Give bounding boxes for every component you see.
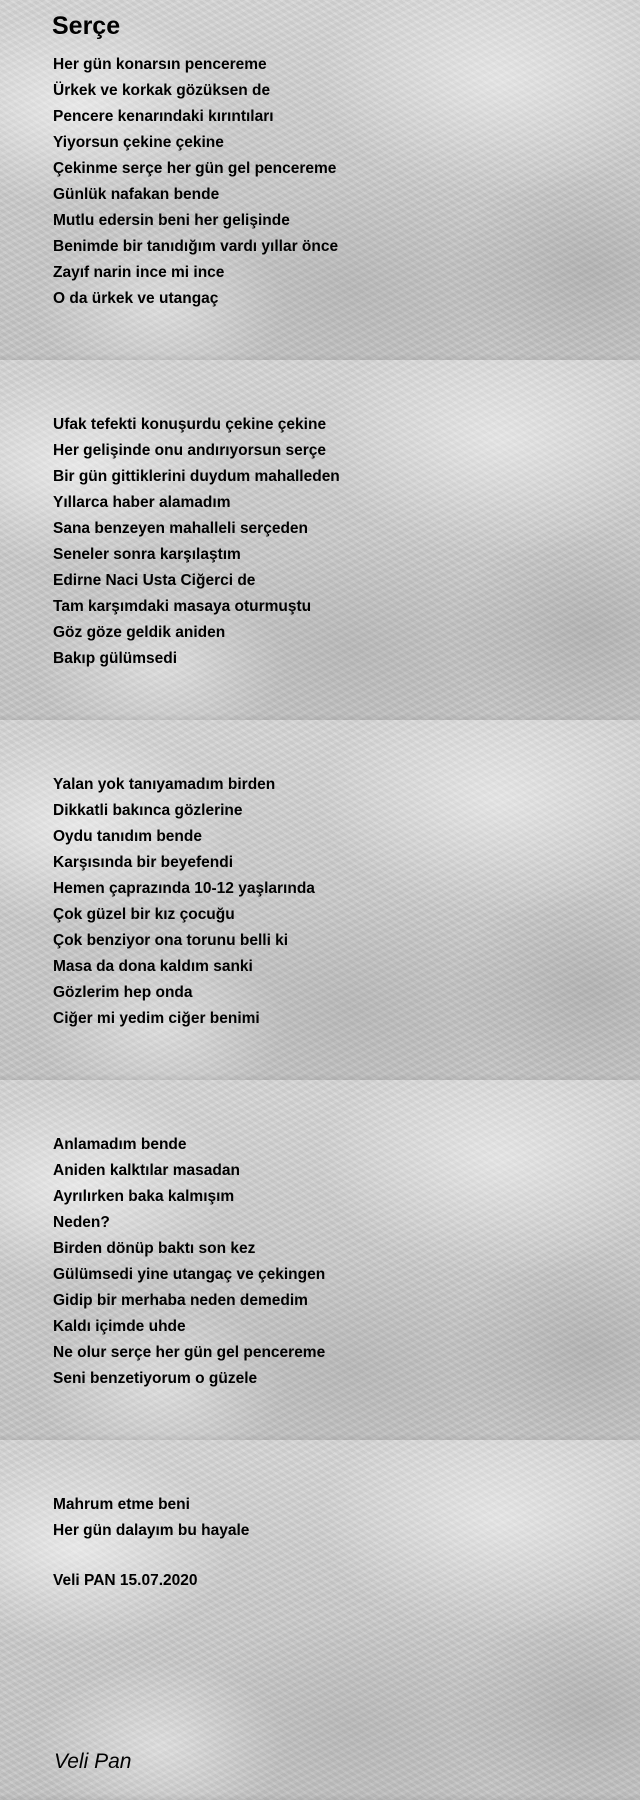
poem-panel-4: [0, 1080, 640, 1440]
poem-line: Bakıp gülümsedi: [53, 650, 178, 667]
poem-line: Anlamadım bende: [53, 1136, 187, 1153]
poem-line: Aniden kalktılar masadan: [53, 1162, 240, 1179]
stanza-1: [53, 52, 338, 312]
poem-panel-3: [0, 720, 640, 1080]
poem-line: Çekinme serçe her gün gel pencereme: [53, 160, 337, 177]
poem-line: Çok güzel bir kız çocuğu: [53, 906, 235, 923]
poem-line: Günlük nafakan bende: [53, 186, 220, 203]
poem-line: Yiyorsun çekine çekine: [53, 134, 224, 151]
stanza-3: [53, 772, 315, 1032]
poem-line: Karşısında bir beyefendi: [53, 854, 234, 871]
poem-line: Gidip bir merhaba neden demedim: [53, 1292, 308, 1309]
poem-line: Ürkek ve korkak gözüksen de: [53, 82, 271, 99]
poem-line: Ayrılırken baka kalmışım: [53, 1188, 235, 1205]
poem-line: Her gün konarsın pencereme: [53, 56, 267, 73]
poem-line: Neden?: [53, 1214, 110, 1231]
poem-line: Mutlu edersin beni her gelişinde: [53, 212, 290, 229]
poem-line: Göz göze geldik aniden: [53, 624, 226, 641]
poem-line: Gülümsedi yine utangaç ve çekingen: [53, 1266, 326, 1283]
poem-line: Edirne Naci Usta Ciğerci de: [53, 572, 256, 589]
poem-line: Seni benzetiyorum o güzele: [53, 1370, 258, 1387]
poem-line: O da ürkek ve utangaç: [53, 290, 219, 307]
poem-line: Tam karşımdaki masaya oturmuştu: [53, 598, 312, 615]
stanza-2: [53, 412, 340, 672]
poem-line: Çok benziyor ona torunu belli ki: [53, 932, 289, 949]
poem-line: Yıllarca haber alamadım: [53, 494, 231, 511]
poem-line: Masa da dona kaldım sanki: [53, 958, 253, 975]
poem-line: Sana benzeyen mahalleli serçeden: [53, 520, 309, 537]
poem-line: Ufak tefekti konuşurdu çekine çekine: [53, 416, 327, 433]
poem-panel-5: [0, 1440, 640, 1800]
poem-line: Dikkatli bakınca gözlerine: [53, 802, 243, 819]
stanza-5: [53, 1492, 249, 1544]
poem-line: Her gün dalayım bu hayale: [53, 1522, 250, 1539]
poem-panel-2: [0, 360, 640, 720]
poem-line: Benimde bir tanıdığım vardı yıllar önce: [53, 238, 339, 255]
poem-title: Serçe: [52, 12, 121, 40]
poem-line: Kaldı içimde uhde: [53, 1318, 186, 1335]
poem-line: Seneler sonra karşılaştım: [53, 546, 241, 563]
author-name: Veli Pan: [54, 1750, 132, 1773]
poem-line: Oydu tanıdım bende: [53, 828, 202, 845]
poem-line: Ciğer mi yedim ciğer benimi: [53, 1010, 260, 1027]
poem-line: Ne olur serçe her gün gel pencereme: [53, 1344, 326, 1361]
poem-line: Mahrum etme beni: [53, 1496, 190, 1513]
poem-line: Pencere kenarındaki kırıntıları: [53, 108, 274, 125]
poem-line: Yalan yok tanıyamadım birden: [53, 776, 276, 793]
poem-line: Birden dönüp baktı son kez: [53, 1240, 256, 1257]
poem-line: Hemen çaprazında 10-12 yaşlarında: [53, 880, 315, 897]
poem-line: Bir gün gittiklerini duydum mahalleden: [53, 468, 340, 485]
poem-line: Her gelişinde onu andırıyorsun serçe: [53, 442, 327, 459]
poem-line: Zayıf narin ince mi ince: [53, 264, 225, 281]
stanza-4: [53, 1132, 325, 1392]
poem-panel-1: [0, 0, 640, 360]
poem-line: Gözlerim hep onda: [53, 984, 193, 1001]
signature-line: Veli PAN 15.07.2020: [53, 1572, 198, 1589]
